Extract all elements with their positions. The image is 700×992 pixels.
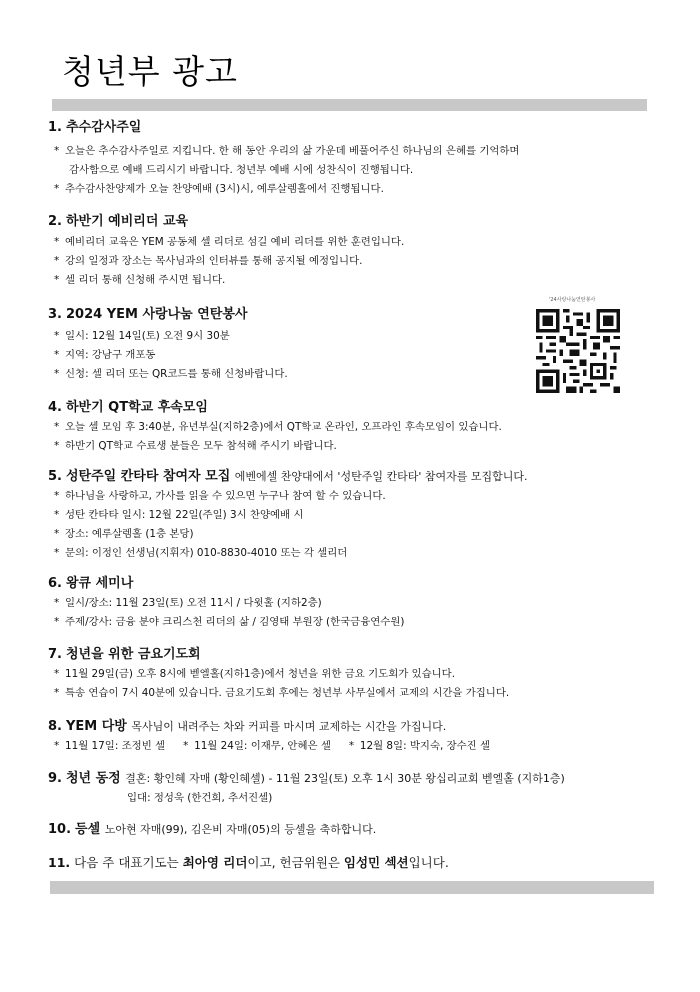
list-item: * 셀 리더 통해 신청해 주시면 됩니다. xyxy=(54,274,226,286)
prayer-leader-name: 최아영 리더 xyxy=(182,855,248,870)
page-title: 청년부 광고 xyxy=(62,52,238,91)
list-item: * 강의 일정과 장소는 목사님과의 인터뷰를 통해 공지될 예정입니다. xyxy=(54,255,363,267)
list-item: * 장소: 예루살렘홀 (1층 본당) xyxy=(54,528,194,540)
list-item: * 추수감사찬양제가 오늘 찬양예배 (3시)시, 예루살렘홀에서 진행됩니다. xyxy=(54,183,384,195)
section-heading: 3. 2024 YEM 사랑나눔 연탄봉사 xyxy=(48,307,248,322)
qr-caption: '24사랑나눔연탄봉사 xyxy=(549,297,596,303)
list-item: * 하나님을 사랑하고, 가사를 읽을 수 있으면 누구나 참여 할 수 있습니다. xyxy=(54,490,386,502)
section-heading: 5. 성탄주일 칸타타 참여자 모집 에벤에셀 찬양대에서 '성탄주일 칸타타' 참여자를 모집합니다. xyxy=(48,469,528,484)
list-item: * 예비리더 교육은 YEM 공동체 셀 리더로 섬길 예비 리더를 위한 훈련입니다. xyxy=(54,236,405,248)
section-heading: 2. 하반기 예비리더 교육 xyxy=(48,214,189,229)
schedule-item: 11월 24일: 이재무, 안혜은 셀 xyxy=(194,740,331,752)
list-item: * 하반기 QT학교 수료생 분들은 모두 참석해 주시기 바랍니다. xyxy=(54,440,337,452)
section-5 xyxy=(48,468,648,563)
list-item-continued: 입대: 정성욱 (한건희, 추서진셀) xyxy=(127,792,273,804)
schedule-item: 12월 8일: 박지숙, 장수진 셀 xyxy=(359,740,491,752)
section-10 xyxy=(48,821,648,839)
section-heading: 7. 청년을 위한 금요기도회 xyxy=(48,647,201,662)
list-item: * 오늘 셀 모임 후 3:40분, 유년부실(지하2층)에서 QT학교 온라인, 오프라인 후속모임이 있습니다. xyxy=(54,421,502,433)
section-heading: 6. 왕큐 세미나 xyxy=(48,576,134,591)
list-item: * 문의: 이정인 선생님(지휘자) 010-8830-4010 또는 각 셀리더 xyxy=(54,547,348,559)
top-divider-bar xyxy=(52,99,647,111)
section-6 xyxy=(48,575,648,632)
section-2 xyxy=(48,213,648,290)
section-heading: 8. YEM 다방 목사님이 내려주는 차와 커피를 마시며 교제하는 시간을 가집니다. xyxy=(48,719,447,734)
section-1 xyxy=(48,119,648,199)
schedule-row: * 11월 17일: 조정빈 셀 * 11월 24일: 이재무, 안혜은 셀 * 12월 8일: 박지숙, 장수진 셀 xyxy=(54,740,491,752)
section-8 xyxy=(48,718,648,756)
list-item: * 일시: 12월 14일(토) 오전 9시 30분 xyxy=(54,330,230,342)
section-heading: 11. 다음 주 대표기도는 최아영 리더이고, 헌금위원은 임성민 섹션입니다. xyxy=(48,855,449,870)
list-item: * 특송 연습이 7시 40분에 있습니다. 금요기도회 후에는 청년부 사무실에서 교제의 시간을 가집니다. xyxy=(54,687,510,699)
section-heading: 9. 청년 동정 결혼: 황인혜 자매 (황인혜셀) - 11월 23일(토) 오후 1시 30분 왕십리교회 벧엘홀 (지하1층) xyxy=(48,771,565,786)
bottom-divider-bar xyxy=(50,881,654,894)
section-9 xyxy=(48,770,648,808)
section-7 xyxy=(48,646,648,703)
list-item: * 일시/장소: 11월 23일(토) 오전 11시 / 다윗홀 (지하2층) xyxy=(54,597,322,609)
schedule-item: 11월 17일: 조정빈 셀 xyxy=(65,740,166,752)
list-item: * 지역: 강남구 개포동 xyxy=(54,349,156,361)
section-heading: 1. 추수감사주일 xyxy=(48,120,142,135)
list-item: * 11월 29일(금) 오후 8시에 벧엘홀(지하1층)에서 청년을 위한 금요 기도회가 있습니다. xyxy=(54,668,456,680)
section-4 xyxy=(48,399,648,456)
list-item: * 신청: 셀 리더 또는 QR코드를 통해 신청바랍니다. xyxy=(54,368,288,380)
list-item: * 오늘은 추수감사주일로 지킵니다. 한 해 동안 우리의 삶 가운데 베풀어주신 하나님의 은혜를 기억하며 xyxy=(54,145,520,157)
list-item-continued: 감사함으로 예배 드리시기 바랍니다. 청년부 예배 시에 성찬식이 진행됩니다. xyxy=(69,164,414,176)
section-11 xyxy=(48,854,648,872)
offering-committee-name: 임성민 섹션 xyxy=(343,855,409,870)
section-heading: 4. 하반기 QT학교 후속모임 xyxy=(48,400,208,415)
qr-code-icon[interactable] xyxy=(536,309,620,393)
list-item: * 성탄 칸타타 일시: 12월 22일(주일) 3시 찬양예배 시 xyxy=(54,509,304,521)
list-item: * 주제/강사: 금융 분야 크리스천 리더의 삶 / 김영태 부원장 (한국금융연수원) xyxy=(54,616,405,628)
section-heading: 10. 등셀 노아현 자매(99), 김은비 자매(05)의 등셀을 축하합니다. xyxy=(48,822,377,837)
